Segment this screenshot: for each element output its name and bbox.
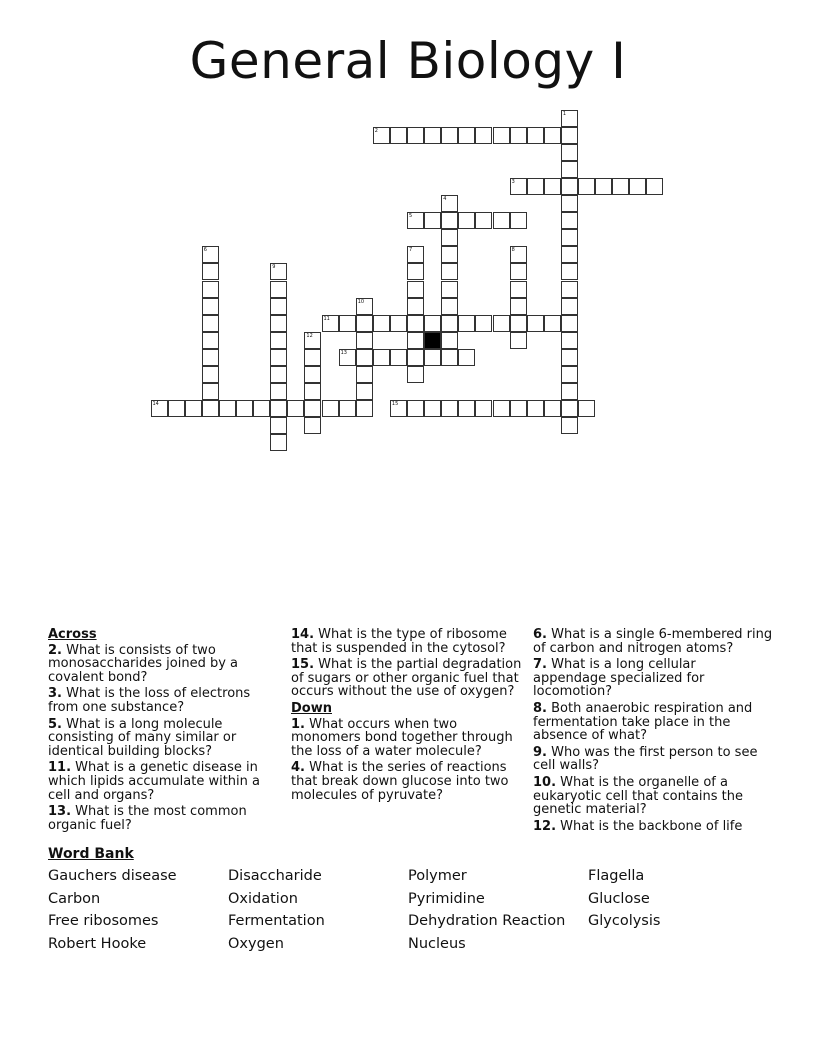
clue-number: 2: [374, 127, 378, 134]
grid-cell[interactable]: [441, 195, 458, 212]
grid-cell[interactable]: [510, 263, 527, 280]
grid-cell[interactable]: [441, 349, 458, 366]
page-title: General Biology I: [189, 32, 627, 90]
grid-cell[interactable]: [544, 127, 561, 144]
word-bank-item: Free ribosomes: [48, 913, 159, 929]
grid-cell[interactable]: [270, 383, 287, 400]
grid-cell[interactable]: [304, 383, 321, 400]
clue-number: 12: [306, 332, 313, 339]
grid-cell[interactable]: [561, 417, 578, 434]
grid-cell[interactable]: [390, 400, 407, 417]
grid-cell[interactable]: [287, 400, 304, 417]
grid-cell[interactable]: [441, 229, 458, 246]
down-heading: Down: [291, 700, 332, 716]
grid-cell[interactable]: [561, 212, 578, 229]
clue-down-4: 4. What is the series of reactions that break down glucose into two molecules of pyruvate?: [291, 760, 509, 803]
grid-cell[interactable]: [356, 400, 373, 417]
grid-cell[interactable]: [270, 366, 287, 383]
grid-cell[interactable]: [202, 366, 219, 383]
grid-cell[interactable]: [441, 212, 458, 229]
grid-cell[interactable]: [561, 127, 578, 144]
word-bank-item: [588, 936, 768, 954]
grid-cell[interactable]: [493, 127, 510, 144]
grid-cell[interactable]: [493, 212, 510, 229]
grid-cell[interactable]: [270, 332, 287, 349]
grid-cell[interactable]: [219, 400, 236, 417]
grid-cell[interactable]: [561, 281, 578, 298]
grid-cell[interactable]: [578, 178, 595, 195]
grid-cell[interactable]: [475, 315, 492, 332]
grid-cell[interactable]: [356, 383, 373, 400]
word-bank-heading: Word Bank: [48, 846, 134, 862]
clue-down-10: 10. What is the organelle of a eukaryotic cell that contains the genetic material?: [533, 774, 744, 818]
grid-cell[interactable]: [510, 246, 527, 263]
clue-down-9: 9. Who was the first person to see cell walls?: [533, 744, 758, 774]
grid-cell[interactable]: [424, 315, 441, 332]
clue-across-11: 11. What is a genetic disease in which lipids accumulate within a cell and organs?: [48, 760, 260, 803]
word-bank-item: Flagella: [588, 868, 645, 884]
grid-cell[interactable]: [475, 127, 492, 144]
grid-cell[interactable]: [339, 349, 356, 366]
grid-cell[interactable]: [441, 332, 458, 349]
grid-cell[interactable]: [304, 417, 321, 434]
grid-cell[interactable]: [646, 178, 663, 195]
word-bank-item: Polymer: [408, 868, 467, 884]
grid-cell[interactable]: [202, 383, 219, 400]
grid-cell[interactable]: [441, 315, 458, 332]
grid-cell[interactable]: [561, 332, 578, 349]
clue-number: 5: [409, 213, 413, 220]
clue-across-15: 15. What is the partial degradation of sugars or other organic fuel that occurs without the use of oxygen?: [291, 657, 522, 700]
clues-column-2: [291, 628, 527, 805]
grid-cell[interactable]: [441, 127, 458, 144]
clue-down-6: 6. What is a single 6-membered ring of carbon and nitrogen atoms?: [533, 627, 773, 656]
grid-cell[interactable]: [270, 315, 287, 332]
clues-column-3: [533, 628, 773, 836]
grid-cell[interactable]: [270, 281, 287, 298]
grid-cell[interactable]: [270, 434, 287, 451]
word-bank-item: Pyrimidine: [408, 890, 485, 907]
clue-number: 6: [203, 247, 207, 254]
grid-cell[interactable]: [270, 400, 287, 417]
grid-cell[interactable]: [510, 332, 527, 349]
word-bank-item: Disaccharide: [228, 868, 322, 884]
grid-cell[interactable]: [407, 298, 424, 315]
grid-cell[interactable]: [527, 315, 544, 332]
grid-cell[interactable]: [561, 178, 578, 195]
word-bank-item: Oxygen: [228, 935, 284, 952]
grid-cell[interactable]: [561, 298, 578, 315]
grid-cell[interactable]: [356, 315, 373, 332]
grid-cell[interactable]: [561, 315, 578, 332]
word-bank-item: Glycolysis: [588, 913, 661, 929]
word-bank-item: Robert Hooke: [48, 935, 147, 952]
grid-cell[interactable]: [458, 212, 475, 229]
clue-number: 8: [511, 247, 515, 254]
grid-cell[interactable]: [356, 366, 373, 383]
grid-cell[interactable]: [527, 400, 544, 417]
clue-number: 7: [409, 247, 413, 254]
grid-cell[interactable]: [407, 332, 424, 349]
grid-cell[interactable]: [475, 212, 492, 229]
grid-cell[interactable]: [304, 400, 321, 417]
grid-cell[interactable]: [458, 127, 475, 144]
grid-cell[interactable]: [510, 127, 527, 144]
grid-cell[interactable]: [356, 349, 373, 366]
grid-cell[interactable]: [390, 349, 407, 366]
grid-cell[interactable]: [441, 263, 458, 280]
grid-cell[interactable]: [441, 298, 458, 315]
grid-cell[interactable]: [544, 178, 561, 195]
grid-cell[interactable]: [544, 315, 561, 332]
grid-cell[interactable]: [339, 400, 356, 417]
grid-cell[interactable]: [561, 110, 578, 127]
grid-cell[interactable]: [561, 349, 578, 366]
grid-cell[interactable]: [390, 127, 407, 144]
grid-cell[interactable]: [202, 332, 219, 349]
grid-cell[interactable]: [441, 246, 458, 263]
clue-down-8: 8. Both anaerobic respiration and fermentation take place in the absence of what?: [533, 700, 753, 744]
clue-number: 9: [272, 264, 276, 271]
clue-across-3: 3. What is the loss of electrons from one substance?: [48, 686, 251, 715]
grid-cell[interactable]: [458, 400, 475, 417]
grid-cell[interactable]: [407, 263, 424, 280]
clue-number: 14: [152, 401, 159, 408]
grid-cell[interactable]: [253, 400, 270, 417]
across-heading: Across: [48, 627, 97, 642]
grid-cell[interactable]: [168, 400, 185, 417]
clue-across-5: 5. What is a long molecule consisting of many similar or identical building blocks?: [48, 716, 237, 759]
grid-cell[interactable]: [322, 400, 339, 417]
clue-down-12: 12. What is the backbone of life: [533, 818, 743, 834]
grid-cell[interactable]: [424, 212, 441, 229]
grid-cell[interactable]: [527, 127, 544, 144]
grid-cell[interactable]: [202, 281, 219, 298]
grid-cell[interactable]: [458, 315, 475, 332]
grid-cell[interactable]: [236, 400, 253, 417]
grid-cell[interactable]: [561, 383, 578, 400]
word-bank: [48, 868, 768, 953]
grid-cell[interactable]: [510, 212, 527, 229]
grid-cell[interactable]: [493, 400, 510, 417]
grid-cell[interactable]: [510, 315, 527, 332]
black-cell: [424, 332, 441, 349]
grid-cell[interactable]: [270, 349, 287, 366]
grid-cell[interactable]: [578, 400, 595, 417]
grid-cell[interactable]: [407, 349, 424, 366]
grid-cell[interactable]: [202, 315, 219, 332]
grid-cell[interactable]: [424, 349, 441, 366]
grid-cell[interactable]: [561, 246, 578, 263]
grid-cell[interactable]: [612, 178, 629, 195]
grid-cell[interactable]: [270, 298, 287, 315]
grid-cell[interactable]: [151, 400, 168, 417]
grid-cell[interactable]: [270, 263, 287, 280]
word-bank-item: Fermentation: [228, 913, 325, 929]
clue-number: 3: [511, 178, 515, 185]
grid-cell[interactable]: [561, 161, 578, 178]
clue-down-7: 7. What is a long cellular appendage specialized for locomotion?: [533, 657, 705, 700]
grid-cell[interactable]: [407, 366, 424, 383]
word-bank-item: Nucleus: [408, 935, 466, 952]
grid-cell[interactable]: [304, 366, 321, 383]
grid-cell[interactable]: [407, 281, 424, 298]
grid-cell[interactable]: [441, 281, 458, 298]
clue-number: 1: [562, 110, 567, 117]
clue-number: 11: [323, 315, 330, 322]
grid-cell[interactable]: [185, 400, 202, 417]
word-bank-item: Carbon: [48, 890, 101, 907]
grid-cell[interactable]: [561, 195, 578, 212]
grid-cell[interactable]: [270, 417, 287, 434]
grid-cell[interactable]: [595, 178, 612, 195]
grid-cell[interactable]: [356, 298, 373, 315]
grid-cell[interactable]: [424, 400, 441, 417]
grid-cell[interactable]: [561, 400, 578, 417]
word-bank-item: Gauchers disease: [48, 868, 177, 884]
grid-cell[interactable]: [510, 298, 527, 315]
grid-cell[interactable]: [629, 178, 646, 195]
grid-cell[interactable]: [304, 332, 321, 349]
clue-number: 15: [391, 401, 399, 408]
grid-cell[interactable]: [561, 366, 578, 383]
word-bank-item: Oxidation: [228, 890, 298, 907]
grid-cell[interactable]: [373, 349, 390, 366]
grid-cell[interactable]: [510, 281, 527, 298]
grid-cell[interactable]: [561, 263, 578, 280]
clue-down-1: 1. What occurs when two monomers bond together through the loss of a water molecule?: [291, 716, 513, 759]
grid-cell[interactable]: [373, 315, 390, 332]
grid-cell[interactable]: [202, 246, 219, 263]
word-bank-item: Dehydration Reaction: [408, 913, 566, 929]
clue-across-2: 2. What is consists of two monosaccharides joined by a covalent bond?: [48, 642, 239, 685]
grid-cell[interactable]: [304, 349, 321, 366]
clue-number: 13: [340, 349, 347, 356]
grid-cell[interactable]: [407, 315, 424, 332]
grid-cell[interactable]: [356, 332, 373, 349]
grid-cell[interactable]: [202, 400, 219, 417]
grid-cell[interactable]: [561, 144, 578, 161]
grid-cell[interactable]: [373, 127, 390, 144]
grid-cell[interactable]: [407, 212, 424, 229]
grid-cell[interactable]: [407, 400, 424, 417]
grid-cell[interactable]: [339, 315, 356, 332]
grid-cell[interactable]: [441, 400, 458, 417]
grid-cell[interactable]: [202, 298, 219, 315]
grid-cell[interactable]: [390, 315, 407, 332]
grid-cell[interactable]: [475, 400, 492, 417]
grid-cell[interactable]: [202, 263, 219, 280]
grid-cell[interactable]: [527, 178, 544, 195]
clue-across-14: 14. What is the type of ribosome that is suspended in the cytosol?: [291, 627, 507, 656]
grid-cell[interactable]: [510, 178, 527, 195]
grid-cell[interactable]: [202, 349, 219, 366]
grid-cell[interactable]: [458, 349, 475, 366]
grid-cell[interactable]: [544, 400, 561, 417]
grid-cell[interactable]: [322, 315, 339, 332]
clue-number: 10: [357, 298, 365, 305]
grid-cell[interactable]: [493, 315, 510, 332]
grid-cell[interactable]: [407, 246, 424, 263]
clues-column-1: [48, 628, 278, 835]
grid-cell[interactable]: [424, 127, 441, 144]
clue-number: 4: [443, 196, 447, 202]
grid-cell[interactable]: [407, 127, 424, 144]
grid-cell[interactable]: [510, 400, 527, 417]
grid-cell[interactable]: [561, 229, 578, 246]
clue-across-13: 13. What is the most common organic fuel?: [48, 804, 247, 833]
word-bank-item: Gluclose: [588, 890, 650, 907]
